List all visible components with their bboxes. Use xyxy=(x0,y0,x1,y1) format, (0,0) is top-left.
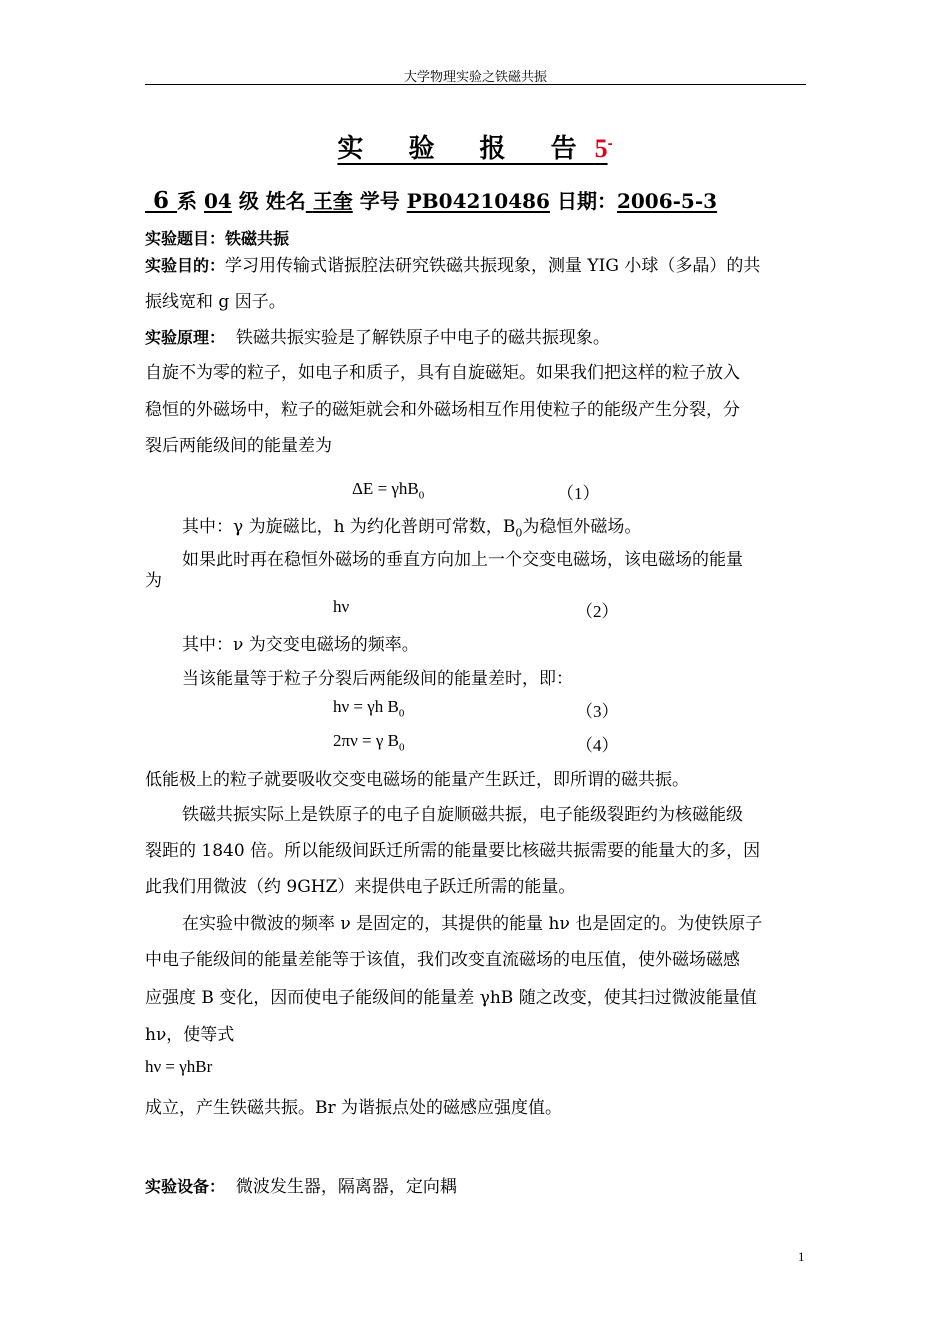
paragraph-line: 此我们用微波（约 9GHZ）来提供电子跃迁所需的能量。 xyxy=(145,877,576,897)
running-header: 大学物理实验之铁磁共振 xyxy=(403,70,547,85)
title-mark: - xyxy=(607,136,613,151)
equation-1-number: （1） xyxy=(557,484,600,503)
paragraph-line: 当该能量等于粒子分裂后两能级间的能量差时，即： xyxy=(182,669,573,689)
principle-text: 铁磁共振实验是了解铁原子中电子的磁共振现象。 xyxy=(235,328,610,348)
equipment-text: 微波发生器，隔离器，定向耦 xyxy=(235,1177,457,1197)
dept-number: 6 xyxy=(153,187,170,214)
equation-4: 2πν = γ $B_0$ xyxy=(333,731,405,754)
paragraph-line: hν，使等式 xyxy=(145,1025,235,1045)
equation-3-number: （3） xyxy=(576,702,619,721)
report-date: 2006-5-3 xyxy=(616,189,718,213)
student-id: PB04210486 xyxy=(406,189,550,213)
grade-name-label: 级 姓名 xyxy=(238,189,306,213)
dept-label: 系 xyxy=(177,189,198,213)
where-line-2: 其中：ν 为交变电磁场的频率。 xyxy=(182,635,419,655)
purpose-line-1 xyxy=(145,251,760,276)
paragraph-line: 如果此时再在稳恒外磁场的垂直方向加上一个交变电磁场，该电磁场的能量 xyxy=(182,550,743,570)
paragraph-line: 裂后两能级间的能量差为 xyxy=(145,436,332,456)
paragraph-line: 铁磁共振实际上是铁原子的电子自旋顺磁共振，电子能级裂距约为核磁能级 xyxy=(182,805,743,825)
student-info-line xyxy=(145,185,717,214)
paragraph-line: 自旋不为零的粒子，如电子和质子，具有自旋磁矩。如果我们把这样的粒子放入 xyxy=(145,363,740,383)
principle-label: 实验原理： xyxy=(145,328,226,347)
report-number: 5 xyxy=(594,134,608,163)
report-title xyxy=(0,128,950,165)
equation-5: hν = γhBr xyxy=(145,1057,213,1076)
purpose-line-2: 振线宽和 g 因子。 xyxy=(145,292,286,312)
title-text: 实 验 报 告 xyxy=(337,134,595,164)
grade-number: 04 xyxy=(204,189,232,213)
equation-1: ΔE = γhB$_0$ xyxy=(352,479,425,502)
header-rule xyxy=(145,84,806,85)
equipment-line xyxy=(145,1172,457,1197)
topic-value: 铁磁共振 xyxy=(225,229,290,248)
id-label: 学号 xyxy=(359,189,400,213)
paragraph-line: 低能极上的粒子就要吸收交变电磁场的能量产生跃迁，即所谓的磁共振。 xyxy=(145,770,689,790)
paragraph-line: 稳恒的外磁场中，粒子的磁矩就会和外磁场相互作用使粒子的能级产生分裂，分 xyxy=(145,400,740,420)
topic-line xyxy=(145,226,289,249)
page-number: 1 xyxy=(798,1249,805,1264)
purpose-text: 学习用传输式谐振腔法研究铁磁共振现象，测量 YIG 小球（多晶）的共 xyxy=(225,256,761,276)
paragraph-line: 成立，产生铁磁共振。Br 为谐振点处的磁感应强度值。 xyxy=(145,1098,563,1118)
paragraph-line: 在实验中微波的频率 ν 是固定的，其提供的能量 hν 也是固定的。为使铁原子 xyxy=(182,914,763,934)
paragraph-line: 为 xyxy=(145,571,162,591)
equation-4-number: （4） xyxy=(576,736,619,755)
principle-line xyxy=(145,323,610,348)
paragraph-line: 应强度 B 变化，因而使电子能级间的能量差 γhB 随之改变，使其扫过微波能量值 xyxy=(145,988,757,1008)
paragraph-line: 裂距的 1840 倍。所以能级间跃迁所需的能量要比核磁共振需要的能量大的多，因 xyxy=(145,841,761,861)
equation-3: hν = γh $B_0$ xyxy=(333,697,405,720)
paragraph-line: 中电子能级间的能量差能等于该值，我们改变直流磁场的电压值，使外磁场磁感 xyxy=(145,950,740,970)
purpose-label: 实验目的： xyxy=(145,256,226,275)
equation-2-number: （2） xyxy=(576,602,619,621)
equation-2: hν xyxy=(333,597,350,616)
where-line-1: 其中：γ 为旋磁比，h 为约化普朗可常数，$B_0$为稳恒外磁场。 xyxy=(182,517,642,540)
topic-label: 实验题目： xyxy=(145,229,226,248)
equipment-label: 实验设备： xyxy=(145,1177,226,1196)
date-label: 日期： xyxy=(556,189,617,213)
student-name: 王奎 xyxy=(312,189,353,213)
